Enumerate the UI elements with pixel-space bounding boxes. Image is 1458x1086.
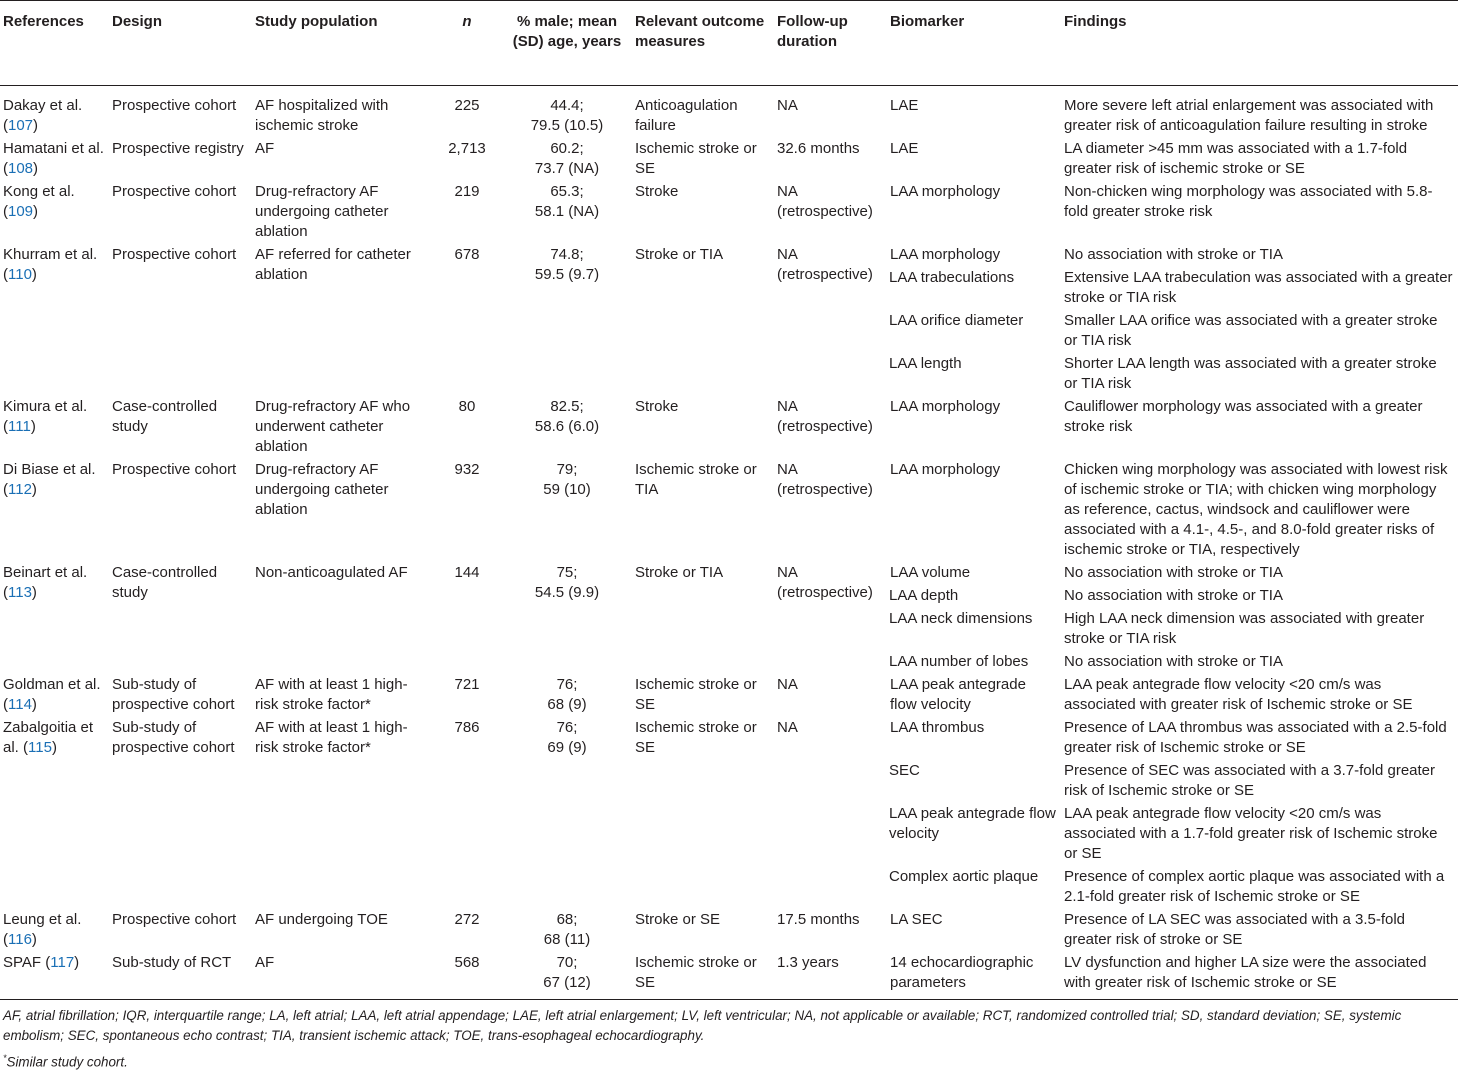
biomarker-cell: LAE [890,97,919,114]
header-followup: Follow-up duration [777,13,848,50]
citation-link[interactable]: 113 [8,584,32,601]
design-cell: Prospective cohort [112,461,237,478]
n-cell: 568 [454,954,480,971]
mean-age: 58.1 (NA) [534,203,600,220]
reference-name: Khurram et al. [3,246,98,263]
n-cell: 678 [454,246,480,263]
reference-name: Di Biase et al. [3,461,96,478]
reference-name: SPAF [3,954,42,971]
age-cell [503,182,631,245]
header-findings: Findings [1064,13,1127,30]
design-cell: Prospective registry [112,140,244,157]
table-row [0,397,1458,460]
design-cell: Sub-study of prospective cohort [112,719,235,756]
header-population: Study population [255,13,378,30]
citation-link[interactable]: 112 [8,481,32,498]
reference-cell: Goldman et al. (114) [3,676,101,713]
findings-cell: Shorter LAA length was associated with a greater stroke or TIA risk [1064,355,1437,392]
design-cell: Prospective cohort [112,97,237,114]
population-cell: AF undergoing TOE [255,911,388,928]
n-cell: 80 [458,398,476,415]
population-cell: AF with at least 1 high-risk stroke factor* [255,719,408,756]
reference-name: Dakay et al. [3,97,83,114]
n-cell: 225 [454,97,480,114]
findings-cell: Smaller LAA orifice was associated with a greater stroke or TIA risk [1064,312,1438,349]
findings-cell: Chicken wing morphology was associated with lowest risk of ischemic stroke or TIA; with chicken wing morphology as reference, cactus, windsock and cauliflower were associated with a 4.1-, 4.5-, and 8.0-fold greater risks of ischemic stroke or TIA, respectively [1064,461,1448,558]
population-cell: AF [255,140,275,157]
design-cell: Prospective cohort [112,911,237,928]
biomarker-cell: LAA morphology [890,461,1001,478]
reference-cell: Khurram et al. (110) [3,246,98,283]
reference-name: Hamatani et al. [3,140,104,157]
biomarker-cell: LAA peak antegrade flow velocity [889,805,1056,842]
biomarker-cell: LAA orifice diameter [889,312,1024,329]
male-percent: 65.3; [550,183,584,200]
outcome-cell: Ischemic stroke or SE [635,954,757,991]
reference-name: Kimura et al. [3,398,88,415]
table-footnote-note [0,1046,1458,1072]
mean-age: 67 (12) [543,974,591,991]
population-cell: Drug-refractory AF undergoing catheter ablation [255,183,389,240]
citation-link[interactable]: 116 [8,931,32,948]
followup-cell: NA [777,97,798,114]
findings-cell: No association with stroke or TIA [1064,246,1283,263]
reference-cell: SPAF (117) [3,954,80,971]
citation-link[interactable]: 117 [50,954,75,971]
header-references: References [3,13,84,30]
male-percent: 79; [556,461,578,478]
followup-cell: NA (retrospective) [777,183,873,220]
findings-cell: LA diameter >45 mm was associated with a 1.7-fold greater risk of ischemic stroke or SE [1064,140,1408,177]
findings-cell: LV dysfunction and higher LA size were the associated with greater risk of Ischemic stroke or SE [1064,954,1427,991]
population-cell: Drug-refractory AF undergoing catheter ablation [255,461,389,518]
design-cell: Prospective cohort [112,183,237,200]
outcome-cell: Ischemic stroke or SE [635,140,757,177]
age-cell [503,245,631,397]
male-percent: 76; [556,676,578,693]
followup-cell: NA (retrospective) [777,564,873,601]
header-design: Design [112,13,163,30]
male-percent: 70; [556,954,578,971]
biomarker-cell: SEC [889,762,920,779]
reference-cell: Kimura et al. (111) [3,398,88,435]
age-cell [503,675,631,718]
biomarker-cell: LAA trabeculations [889,269,1015,286]
n-cell: 144 [454,564,480,581]
outcome-cell: Ischemic stroke or SE [635,676,757,713]
findings-cell: Non-chicken wing morphology was associated with 5.8-fold greater stroke risk [1064,183,1433,220]
findings-cell: More severe left atrial enlargement was associated with greater risk of anticoagulation failure resulting in stroke [1064,97,1434,134]
age-cell [503,953,631,1000]
outcome-cell: Stroke or TIA [635,564,724,581]
table-row [0,953,1458,1000]
table-row [0,910,1458,953]
population-cell: AF hospitalized with ischemic stroke [255,97,389,134]
header-age: % male; mean (SD) age, years [512,13,622,50]
header-outcome: Relevant outcome measures [635,13,765,50]
findings-cell: No association with stroke or TIA [1064,587,1283,604]
followup-cell: NA (retrospective) [777,398,873,435]
n-cell: 721 [454,676,480,693]
reference-name: Leung et al. [3,911,82,928]
findings-cell: Presence of complex aortic plaque was associated with a 2.1-fold greater risk of Ischemic stroke or SE [1064,868,1445,905]
findings-cell: Cauliflower morphology was associated with a greater stroke risk [1064,398,1423,435]
outcome-cell: Ischemic stroke or SE [635,719,757,756]
biomarker-cell: LA SEC [890,911,943,928]
followup-cell: 32.6 months [777,140,860,157]
design-cell: Sub-study of prospective cohort [112,676,235,713]
age-cell [503,139,631,182]
biomarker-cell: LAA neck dimensions [889,610,1033,627]
citation-link[interactable]: 115 [28,739,52,756]
citation-link[interactable]: 114 [8,696,32,713]
biomarker-cell: Complex aortic plaque [889,868,1039,885]
table-row [0,718,1458,761]
table-row [0,86,1458,140]
followup-cell: NA [777,719,798,736]
population-cell: Drug-refractory AF who underwent catheter ablation [255,398,411,455]
population-cell: AF referred for catheter ablation [255,246,411,283]
male-percent: 75; [556,564,578,581]
mean-age: 59.5 (9.7) [534,266,600,283]
population-cell: Non-anticoagulated AF [255,564,408,581]
table-row [0,675,1458,718]
mean-age: 69 (9) [547,739,587,756]
table-row [0,245,1458,268]
n-cell: 272 [454,911,480,928]
header-n: n [462,13,472,30]
table-row [0,139,1458,182]
findings-cell: LAA peak antegrade flow velocity <20 cm/s was associated with greater risk of Ischemic stroke or SE [1064,676,1413,713]
biomarker-cell: LAA morphology [890,183,1001,200]
outcome-cell: Stroke [635,183,679,200]
biomarker-cell: LAA peak antegrade flow velocity [890,676,1026,713]
citation-link[interactable]: 109 [8,203,34,220]
mean-age: 59 (10) [543,481,591,498]
design-cell: Case-controlled study [112,398,218,435]
mean-age: 73.7 (NA) [534,160,600,177]
reference-cell: Kong et al. (109) [3,183,75,220]
male-percent: 82.5; [550,398,584,415]
followup-cell: NA (retrospective) [777,246,873,283]
reference-cell: Zabalgoitia et al. (115) [3,719,94,756]
n-cell: 219 [454,183,480,200]
table-header [0,1,1458,86]
mean-age: 68 (9) [547,696,587,713]
mean-age: 68 (11) [543,931,591,948]
citation-link[interactable]: 111 [8,418,31,435]
table-row [0,182,1458,245]
table-row [0,460,1458,563]
findings-cell: No association with stroke or TIA [1064,653,1283,670]
outcome-cell: Stroke or TIA [635,246,724,263]
n-cell: 2,713 [448,140,486,157]
followup-cell: NA (retrospective) [777,461,873,498]
citation-link[interactable]: 107 [8,117,34,134]
findings-cell: Presence of LA SEC was associated with a 3.5-fold greater risk of stroke or SE [1064,911,1406,948]
n-cell: 932 [454,461,480,478]
header-biomarker: Biomarker [890,13,965,30]
reference-name: Kong et al. [3,183,75,200]
age-cell [503,397,631,460]
mean-age: 58.6 (6.0) [534,418,600,435]
male-percent: 60.2; [550,140,584,157]
reference-cell: Beinart et al. (113) [3,564,88,601]
biomarker-cell: LAA morphology [890,398,1001,415]
age-cell [503,460,631,563]
biomarker-cell: 14 echocardiographic parameters [890,954,1034,991]
footnote-mark: * [3,1053,7,1063]
reference-name: Goldman et al. [3,676,101,693]
table-footnote: AF, atrial fibrillation; IQR, interquartile range; LA, left atrial; LAA, left atrial appendage; LAE, left atrial enlargement; LV, left ventricular; NA, not applicable or available; RCT, randomized controlled trial; SD, standard deviation; SE, systemic embolism; SEC, spontaneous echo contrast; TIA, transient ischemic attack; TOE, trans-esophageal echocardiography. [3,1008,1402,1043]
male-percent: 76; [556,719,578,736]
outcome-cell: Ischemic stroke or TIA [635,461,757,498]
reference-cell: Hamatani et al. (108) [3,140,104,177]
table-row [0,563,1458,586]
findings-cell: No association with stroke or TIA [1064,564,1283,581]
biomarker-cell: LAA depth [889,587,959,604]
age-cell [503,718,631,910]
population-cell: AF with at least 1 high-risk stroke factor* [255,676,408,713]
reference-cell: Dakay et al. (107) [3,97,83,134]
followup-cell: NA [777,676,798,693]
design-cell: Sub-study of RCT [112,954,232,971]
findings-cell: LAA peak antegrade flow velocity <20 cm/s was associated with a 1.7-fold greater risk of Ischemic stroke or SE [1064,805,1438,862]
male-percent: 44.4; [550,97,584,114]
design-cell: Prospective cohort [112,246,237,263]
citation-link[interactable]: 110 [8,266,32,283]
findings-cell: Presence of SEC was associated with a 3.7-fold greater risk of Ischemic stroke or SE [1064,762,1436,799]
age-cell [503,910,631,953]
age-cell [503,86,631,140]
biomarker-cell: LAA thrombus [890,719,985,736]
outcome-cell: Stroke [635,398,679,415]
findings-cell: Presence of LAA thrombus was associated with a 2.5-fold greater risk of Ischemic stroke or SE [1064,719,1447,756]
design-cell: Case-controlled study [112,564,218,601]
findings-cell: High LAA neck dimension was associated with greater stroke or TIA risk [1064,610,1425,647]
biomarker-cell: LAA volume [890,564,971,581]
reference-cell: Di Biase et al. (112) [3,461,96,498]
male-percent: 68; [556,911,578,928]
biomarker-cell: LAA length [889,355,962,372]
footnote-text: Similar study cohort. [6,1054,128,1070]
mean-age: 54.5 (9.9) [534,584,600,601]
citation-link[interactable]: 108 [8,160,34,177]
findings-cell: Extensive LAA trabeculation was associated with a greater stroke or TIA risk [1064,269,1453,306]
male-percent: 74.8; [550,246,584,263]
outcome-cell: Anticoagulation failure [635,97,738,134]
table-body [0,86,1458,1000]
biomarker-cell: LAE [890,140,919,157]
followup-cell: 17.5 months [777,911,860,928]
reference-name: Beinart et al. [3,564,88,581]
outcome-cell: Stroke or SE [635,911,721,928]
biomarker-cell: LAA morphology [890,246,1001,263]
followup-cell: 1.3 years [777,954,839,971]
n-cell: 786 [454,719,480,736]
age-cell [503,563,631,675]
biomarker-cell: LAA number of lobes [889,653,1029,670]
reference-cell: Leung et al. (116) [3,911,82,948]
population-cell: AF [255,954,275,971]
mean-age: 79.5 (10.5) [530,117,604,134]
reference-name: Zabalgoitia et al. [3,719,94,756]
